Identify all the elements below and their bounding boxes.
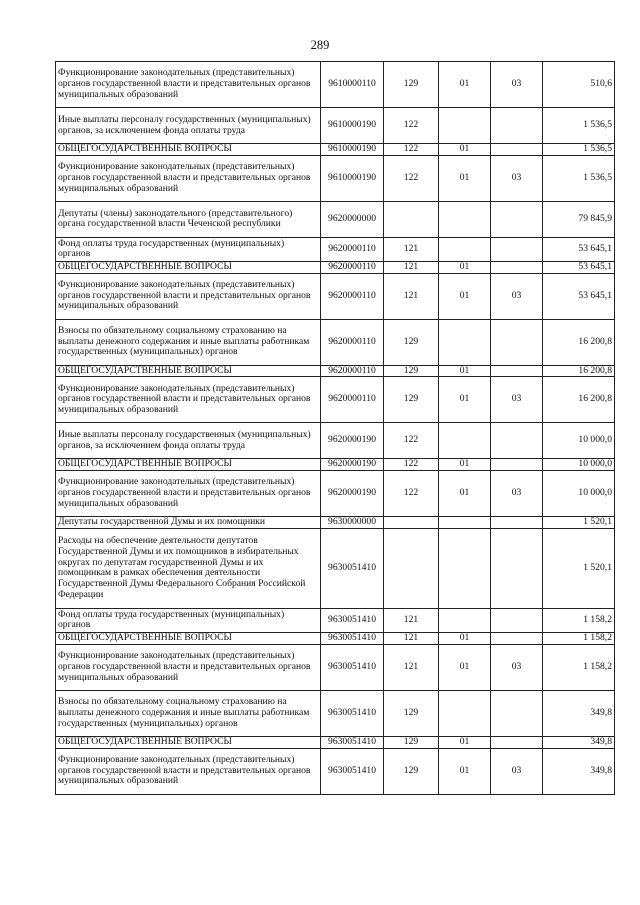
cell-name: Функционирование законодательных (представительных) органов государственной власти и представительных органов муниципальных образований bbox=[56, 471, 321, 517]
cell-amount: 16 200,8 bbox=[543, 365, 615, 377]
cell-target-code: 9620000110 bbox=[321, 365, 384, 377]
cell-target-code: 9630051410 bbox=[321, 632, 384, 644]
cell-expense-type: 129 bbox=[384, 365, 439, 377]
cell-section: 01 bbox=[439, 273, 491, 319]
cell-name: Депутаты (члены) законодательного (представительного) органа государственной власти Чеченской республики bbox=[56, 201, 321, 237]
cell-target-code: 9630051410 bbox=[321, 608, 384, 632]
cell-expense-type: 122 bbox=[384, 144, 439, 156]
cell-name: ОБЩЕГОСУДАРСТВЕННЫЕ ВОПРОСЫ bbox=[56, 632, 321, 644]
table-row bbox=[56, 144, 615, 156]
table-row bbox=[56, 273, 615, 319]
table-row bbox=[56, 201, 615, 237]
cell-expense-type: 129 bbox=[384, 748, 439, 794]
table-row bbox=[56, 261, 615, 273]
cell-subsection: 03 bbox=[491, 155, 543, 201]
page-number: 289 bbox=[310, 38, 330, 52]
cell-target-code: 9620000000 bbox=[321, 201, 384, 237]
cell-expense-type: 122 bbox=[384, 471, 439, 517]
cell-expense-type: 122 bbox=[384, 155, 439, 201]
cell-name: Взносы по обязательному социальному страхованию на выплаты денежного содержания и иные выплаты работникам государственных (муниципальных) органов bbox=[56, 319, 321, 365]
cell-target-code: 9630051410 bbox=[321, 644, 384, 690]
cell-amount: 16 200,8 bbox=[543, 319, 615, 365]
table-row bbox=[56, 459, 615, 471]
cell-subsection: 03 bbox=[491, 273, 543, 319]
cell-section: 01 bbox=[439, 144, 491, 156]
cell-subsection bbox=[491, 459, 543, 471]
cell-subsection bbox=[491, 528, 543, 608]
cell-target-code: 9620000110 bbox=[321, 273, 384, 319]
cell-amount: 1 158,2 bbox=[543, 644, 615, 690]
cell-target-code: 9620000110 bbox=[321, 261, 384, 273]
cell-amount: 79 845,9 bbox=[543, 201, 615, 237]
budget-table bbox=[55, 61, 615, 795]
cell-expense-type: 121 bbox=[384, 632, 439, 644]
cell-name: ОБЩЕГОСУДАРСТВЕННЫЕ ВОПРОСЫ bbox=[56, 261, 321, 273]
cell-name: Функционирование законодательных (представительных) органов государственной власти и представительных органов муниципальных образований bbox=[56, 748, 321, 794]
cell-amount: 1 158,2 bbox=[543, 608, 615, 632]
table-row bbox=[56, 608, 615, 632]
cell-target-code: 9610000190 bbox=[321, 155, 384, 201]
cell-target-code: 9620000190 bbox=[321, 471, 384, 517]
budget-table-body bbox=[56, 62, 615, 795]
table-row bbox=[56, 237, 615, 261]
cell-section bbox=[439, 423, 491, 459]
cell-amount: 1 536,5 bbox=[543, 144, 615, 156]
cell-target-code: 9620000190 bbox=[321, 423, 384, 459]
table-row bbox=[56, 365, 615, 377]
cell-section: 01 bbox=[439, 155, 491, 201]
table-row bbox=[56, 517, 615, 529]
table-row bbox=[56, 471, 615, 517]
cell-subsection bbox=[491, 632, 543, 644]
cell-subsection bbox=[491, 517, 543, 529]
cell-amount: 1 158,2 bbox=[543, 632, 615, 644]
cell-subsection: 03 bbox=[491, 748, 543, 794]
cell-target-code: 9620000110 bbox=[321, 319, 384, 365]
table-row bbox=[56, 644, 615, 690]
cell-amount: 1 520,1 bbox=[543, 517, 615, 529]
cell-amount: 53 645,1 bbox=[543, 273, 615, 319]
cell-expense-type: 122 bbox=[384, 108, 439, 144]
cell-target-code: 9630051410 bbox=[321, 528, 384, 608]
table-row bbox=[56, 528, 615, 608]
cell-target-code: 9610000110 bbox=[321, 62, 384, 108]
table-row bbox=[56, 736, 615, 748]
cell-expense-type: 121 bbox=[384, 644, 439, 690]
cell-section bbox=[439, 517, 491, 529]
cell-section: 01 bbox=[439, 471, 491, 517]
cell-section bbox=[439, 528, 491, 608]
cell-expense-type bbox=[384, 517, 439, 529]
table-row bbox=[56, 108, 615, 144]
cell-expense-type: 129 bbox=[384, 377, 439, 423]
cell-section: 01 bbox=[439, 459, 491, 471]
cell-subsection: 03 bbox=[491, 377, 543, 423]
cell-target-code: 9630000000 bbox=[321, 517, 384, 529]
cell-expense-type: 122 bbox=[384, 423, 439, 459]
cell-subsection: 03 bbox=[491, 62, 543, 108]
cell-section bbox=[439, 201, 491, 237]
cell-target-code: 9610000190 bbox=[321, 108, 384, 144]
cell-name: Функционирование законодательных (представительных) органов государственной власти и представительных органов муниципальных образований bbox=[56, 273, 321, 319]
cell-expense-type bbox=[384, 528, 439, 608]
cell-subsection bbox=[491, 736, 543, 748]
cell-amount: 1 520,1 bbox=[543, 528, 615, 608]
cell-amount: 1 536,5 bbox=[543, 108, 615, 144]
table-row bbox=[56, 62, 615, 108]
cell-name: Взносы по обязательному социальному страхованию на выплаты денежного содержания и иные выплаты работникам государственных (муниципальных) органов bbox=[56, 690, 321, 736]
cell-name: Функционирование законодательных (представительных) органов государственной власти и представительных органов муниципальных образований bbox=[56, 62, 321, 108]
cell-amount: 349,8 bbox=[543, 690, 615, 736]
table-row bbox=[56, 423, 615, 459]
table-row bbox=[56, 690, 615, 736]
table-row bbox=[56, 319, 615, 365]
cell-section: 01 bbox=[439, 632, 491, 644]
cell-expense-type: 121 bbox=[384, 608, 439, 632]
table-row bbox=[56, 155, 615, 201]
cell-expense-type: 122 bbox=[384, 459, 439, 471]
cell-section: 01 bbox=[439, 261, 491, 273]
cell-section bbox=[439, 237, 491, 261]
cell-amount: 53 645,1 bbox=[543, 261, 615, 273]
table-row bbox=[56, 632, 615, 644]
cell-target-code: 9630051410 bbox=[321, 736, 384, 748]
cell-section bbox=[439, 690, 491, 736]
cell-name: Фонд оплаты труда государственных (муниципальных) органов bbox=[56, 237, 321, 261]
cell-target-code: 9620000110 bbox=[321, 377, 384, 423]
cell-amount: 1 536,5 bbox=[543, 155, 615, 201]
cell-subsection bbox=[491, 144, 543, 156]
cell-target-code: 9630051410 bbox=[321, 690, 384, 736]
table-row bbox=[56, 377, 615, 423]
table-row bbox=[56, 748, 615, 794]
cell-expense-type: 129 bbox=[384, 690, 439, 736]
cell-expense-type: 121 bbox=[384, 273, 439, 319]
cell-name: Иные выплаты персоналу государственных (муниципальных) органов, за исключением фонда оплаты труда bbox=[56, 108, 321, 144]
cell-subsection bbox=[491, 108, 543, 144]
cell-section: 01 bbox=[439, 365, 491, 377]
cell-amount: 10 000,0 bbox=[543, 459, 615, 471]
cell-name: ОБЩЕГОСУДАРСТВЕННЫЕ ВОПРОСЫ bbox=[56, 365, 321, 377]
cell-expense-type: 129 bbox=[384, 62, 439, 108]
cell-subsection bbox=[491, 237, 543, 261]
cell-subsection bbox=[491, 423, 543, 459]
cell-amount: 53 645,1 bbox=[543, 237, 615, 261]
cell-subsection: 03 bbox=[491, 471, 543, 517]
cell-target-code: 9630051410 bbox=[321, 748, 384, 794]
cell-name: Иные выплаты персоналу государственных (муниципальных) органов, за исключением фонда оплаты труда bbox=[56, 423, 321, 459]
cell-name: Фонд оплаты труда государственных (муниципальных) органов bbox=[56, 608, 321, 632]
cell-subsection bbox=[491, 365, 543, 377]
cell-section: 01 bbox=[439, 377, 491, 423]
cell-expense-type: 129 bbox=[384, 736, 439, 748]
cell-subsection: 03 bbox=[491, 644, 543, 690]
cell-subsection bbox=[491, 319, 543, 365]
cell-name: ОБЩЕГОСУДАРСТВЕННЫЕ ВОПРОСЫ bbox=[56, 144, 321, 156]
cell-section: 01 bbox=[439, 62, 491, 108]
cell-expense-type: 121 bbox=[384, 261, 439, 273]
cell-subsection bbox=[491, 690, 543, 736]
cell-section bbox=[439, 108, 491, 144]
cell-subsection bbox=[491, 261, 543, 273]
cell-section: 01 bbox=[439, 736, 491, 748]
cell-name: Депутаты государственной Думы и их помощники bbox=[56, 517, 321, 529]
cell-name: Функционирование законодательных (представительных) органов государственной власти и представительных органов муниципальных образований bbox=[56, 155, 321, 201]
cell-name: ОБЩЕГОСУДАРСТВЕННЫЕ ВОПРОСЫ bbox=[56, 736, 321, 748]
cell-target-code: 9620000190 bbox=[321, 459, 384, 471]
cell-target-code: 9620000110 bbox=[321, 237, 384, 261]
cell-section: 01 bbox=[439, 748, 491, 794]
cell-name: Расходы на обеспечение деятельности депутатов Государственной Думы и их помощников в избирательных округах по депутатам государственной Думы и их помощникам в рамках обеспечения деятельности Государственной Думы Федерального Собрания Российской Федерации bbox=[56, 528, 321, 608]
cell-amount: 10 000,0 bbox=[543, 471, 615, 517]
cell-section bbox=[439, 608, 491, 632]
cell-section: 01 bbox=[439, 644, 491, 690]
cell-subsection bbox=[491, 608, 543, 632]
cell-subsection bbox=[491, 201, 543, 237]
cell-amount: 16 200,8 bbox=[543, 377, 615, 423]
cell-name: Функционирование законодательных (представительных) органов государственной власти и представительных органов муниципальных образований bbox=[56, 644, 321, 690]
cell-expense-type bbox=[384, 201, 439, 237]
cell-expense-type: 129 bbox=[384, 319, 439, 365]
cell-target-code: 9610000190 bbox=[321, 144, 384, 156]
cell-amount: 10 000,0 bbox=[543, 423, 615, 459]
cell-amount: 349,8 bbox=[543, 748, 615, 794]
cell-expense-type: 121 bbox=[384, 237, 439, 261]
cell-section bbox=[439, 319, 491, 365]
cell-name: ОБЩЕГОСУДАРСТВЕННЫЕ ВОПРОСЫ bbox=[56, 459, 321, 471]
cell-name: Функционирование законодательных (представительных) органов государственной власти и представительных органов муниципальных образований bbox=[56, 377, 321, 423]
cell-amount: 349,8 bbox=[543, 736, 615, 748]
cell-amount: 510,6 bbox=[543, 62, 615, 108]
